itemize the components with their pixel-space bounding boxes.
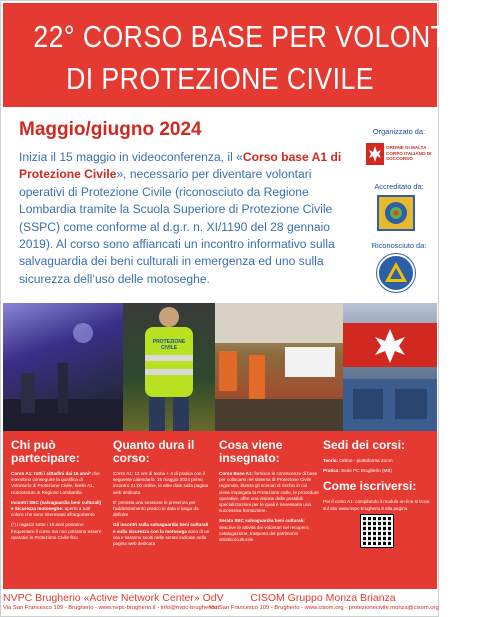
column-paragraph (11, 500, 103, 519)
course-name: Corso base A1 di Protezione Civile (19, 150, 342, 182)
title-banner (3, 3, 491, 107)
column-paragraph (11, 522, 103, 541)
column-paragraph (323, 468, 431, 474)
accredited-label: Accreditato da: (374, 182, 424, 191)
column-title: Sedi dei corsi: (323, 438, 406, 452)
column-title: Cosa viene insegnato: (219, 438, 283, 465)
column-paragraph (113, 522, 211, 547)
photo-night-rescue (3, 303, 123, 431)
column-paragraph (219, 518, 319, 543)
paragraph-text: fornisce le conoscenze di base per collocarsi nel sistema di Protezione Civile regionale, illustra gli scenari di rischio in cui viene impiegata la Protezione civile, le procedure operative, offre una visione delle possibili specializzazioni per le quali è necessaria una successiva formazione. (219, 471, 319, 514)
title-line-1: 22° CORSO BASE PER VOLONTARI (33, 19, 491, 54)
course-dates: Maggio/giugno 2024 (19, 119, 202, 140)
what-is-taught (219, 439, 319, 547)
footer-right-address[interactable]: Via San Francesco 109 - Brugherio - www.cisom.org - protezionecivile.monza@cisom.org (209, 605, 439, 611)
footer (3, 589, 437, 617)
accreditation-logo-icon (377, 195, 415, 231)
column-paragraph (323, 458, 431, 464)
paragraph-bold: Gli incontri sulla salvaguardia beni culturali e sulla sicurezza con la motosega (113, 522, 209, 534)
paragraph-text: sono di un ora e saranno svolti nelle serate indicate nella pagina web dedicata (113, 528, 210, 547)
paragraph-bold: Corso Base A1: (219, 471, 254, 476)
organizer-logo (366, 141, 434, 171)
paragraph-bold: Corso A1: tutti i cittadini dai 16 anni* (11, 471, 91, 476)
footer-right-name: CISOM Gruppo Monza Brianza (250, 592, 396, 604)
paragraph-text: descrive le attività dei volontari nel recupero, catalogazione, trasporto del patrimonio artistico/culturale (219, 524, 310, 543)
column-paragraph (113, 471, 211, 496)
paragraph-text: Online - piattaforma Zoom (337, 458, 393, 463)
intro-text-before: Inizia il 15 maggio in videoconferenza, il « (19, 150, 243, 164)
column-title: Quanto dura il corso: (113, 438, 195, 465)
footer-right (209, 592, 437, 612)
paragraph-text: Corso A1: 12 ore di teoria + 4 di pratica con il seguente calendario: 15 maggio 2024 primo incontro 21:00 online, le altre date sulla pagina web dedicata (113, 471, 209, 495)
subscribe-title: Come iscriversi: (323, 479, 417, 494)
paragraph-text: (*) i ragazzi sotto i 18 anni potranno frequentare il corso ma non potranno essere operativi in Protezione Civile fino (11, 522, 102, 540)
intro-paragraph (19, 149, 357, 288)
column-paragraph (219, 471, 319, 514)
footer-left-address[interactable]: Via San Francesco 109 - Brugherio - www.nvpc-brugherio.it - info@nvpc-brugherio.it (3, 605, 220, 611)
photo-volunteer (123, 303, 215, 431)
footer-left-name: NVPC Brugherio «Active Network Center» OdV (3, 592, 224, 604)
paragraph-text: E’ prevista una sessione in presenza per l’addestramento pratico in data e luogo da definire (113, 499, 199, 518)
recognized-label: Riconosciuto da: (371, 241, 427, 250)
paragraph-bold: Serata SBC salvaguardia beni culturali: (219, 518, 305, 524)
intro-text-after: », necessario per diventare volontari operativi di Protezione Civile (riconosciuto da Regione Lombardia tramite la Scuola Superiore di Protezione Civile (SSPC) come conforme al d.g.r. n. XI/1190 del 28 gennaio 2019). Al corso sono affiancati un incontro informativo sulla salvaguardia dei beni culturali in emergenza ed uno sulla sicurezza dell’uso delle motoseghe. (19, 167, 335, 286)
photo-emergency-tents (215, 303, 343, 431)
organizer-logo-text: ORDINE DI MALTA CORPO ITALIANO DI SOCCORSO (386, 145, 432, 162)
column-title: Chi può partecipare: (11, 438, 80, 465)
paragraph-bold: Pratica: (323, 468, 340, 474)
qr-code-icon[interactable] (361, 515, 393, 547)
paragraph-bold: Teoria: (323, 458, 338, 463)
civil-protection-logo-icon (377, 254, 415, 292)
column-paragraph (113, 500, 211, 519)
paragraph-text: che intendono conseguire la qualifica di Volontario di Protezione Civile, livello A1, riconosciuto in Regione Lombardia. (11, 471, 100, 495)
organized-label: Organizzato da: (372, 127, 426, 136)
who-can-participate (11, 439, 103, 545)
course-duration (113, 439, 211, 551)
photo-strip (3, 303, 437, 431)
photo-malta-cross-tents (343, 303, 437, 431)
paragraph-text: Sede PC Brugherio (MB) (339, 468, 392, 474)
subscribe-text[interactable]: Per il corso A1: compilando il modulo on-line si trova sul sito www.nvpc-brugherio.it alla pagina (323, 499, 430, 511)
info-section (3, 431, 437, 589)
title-line-2: DI PROTEZIONE CIVILE (66, 61, 374, 96)
column-paragraph (11, 471, 103, 496)
paragraph-text: aperto a tutti coloro che sono interessati all’argomento (11, 506, 95, 518)
course-locations (323, 439, 431, 516)
footer-left (3, 592, 224, 612)
vest-text: PROTEZIONE CIVILE (152, 339, 186, 351)
paragraph-bold: Incontri SBC (salvaguardia beni culturali) e Sicurezza motoseghe: (11, 499, 102, 512)
